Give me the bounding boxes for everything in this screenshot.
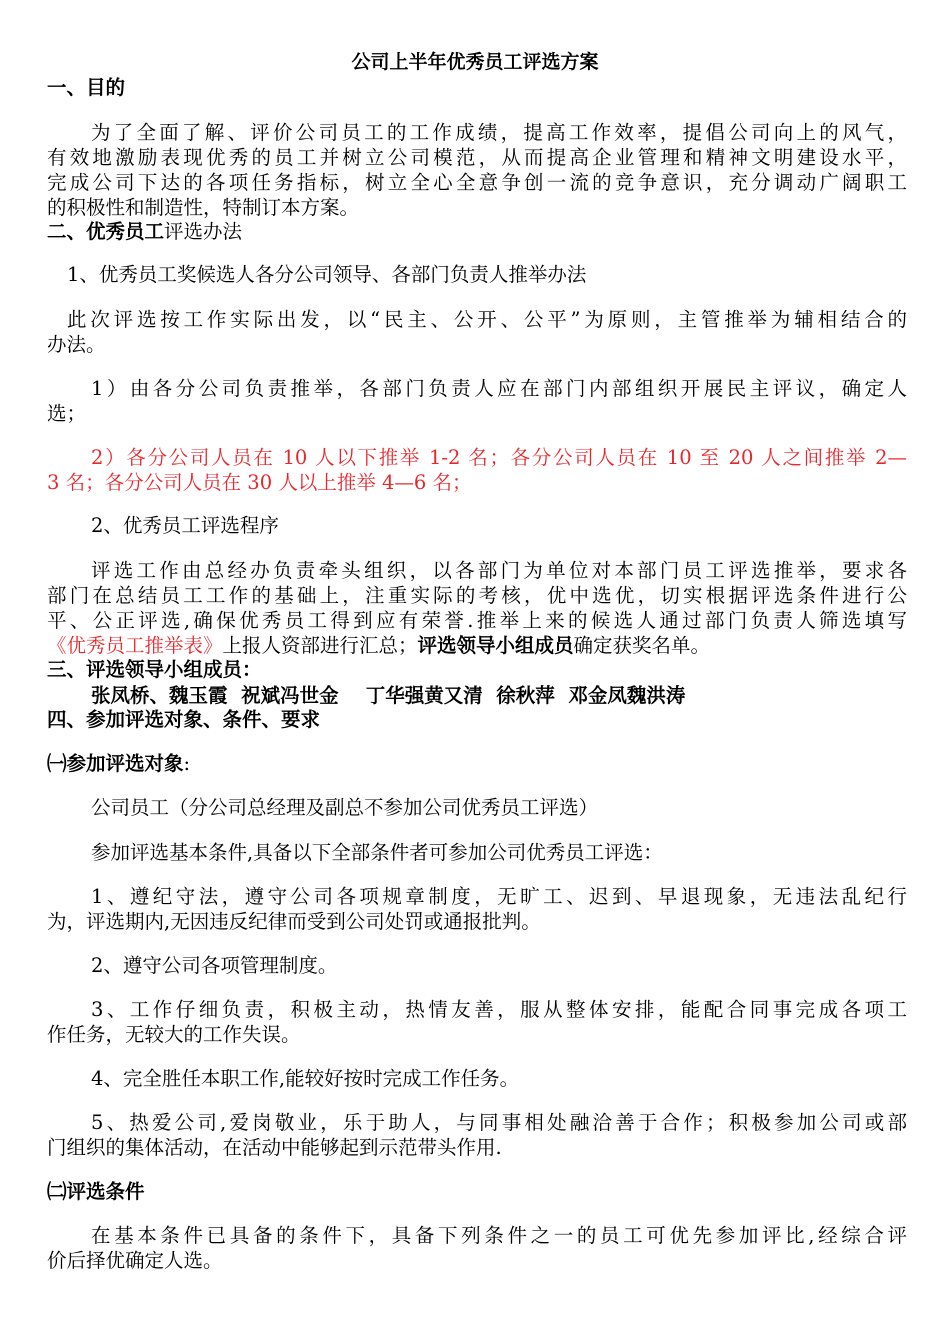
condition-4: 4、完全胜任本职工作,能较好按时完成工作任务。	[91, 1067, 520, 1090]
sub-item-1-line-1: 1）由各分公司负责推举，各部门负责人应在部门内部组织开展民主评议，确定人	[91, 377, 907, 400]
section-2-heading	[47, 220, 907, 244]
condition-5-line-2: 门组织的集体活动，在活动中能够起到示范带头作用.	[47, 1136, 502, 1159]
condition-3-line-2: 作任务，无较大的工作失误。	[47, 1023, 301, 1046]
section-4-heading: 四、参加评选对象、条件、要求	[47, 708, 321, 731]
selection-condition-line-1: 在基本条件已具备的条件下，具备下列条件之一的员工可优先参加评比,经综合评	[91, 1224, 907, 1247]
section-2-heading-bold: 二、优秀员工	[47, 220, 165, 243]
sub-item-2-line-2: 3 名；各分公司人员在 30 人以上推举 4—6 名；	[47, 471, 472, 494]
principle-line-1: 此次评选按工作实际出发，以“民主、公开、公平”为原则，主管推举为辅相结合的	[67, 308, 907, 331]
procedure-line-3: 平、公正评选,确保优秀员工得到应有荣誉.推举上来的候选人通过部门负责人筛选填写	[47, 609, 907, 632]
section-1-heading: 一、目的	[47, 76, 126, 99]
sub-item-2-line-1: 2）各分公司人员在 10 人以下推举 1-2 名；各分公司人员在 10 至 20 人之间推举 2—	[91, 446, 907, 469]
section-1-para-line-1: 为了全面了解、评价公司员工的工作成绩，提高工作效率，提倡公司向上的风气，	[91, 121, 907, 144]
basic-conditions-intro: 参加评选基本条件,具备以下全部条件者可参加公司优秀员工评选：	[91, 841, 663, 864]
recommendation-form-name: 《优秀员工推举表》	[47, 634, 223, 657]
procedure-line-2: 部门在总结员工工作的基础上，注重实际的考核，优中选优，切实根据评选条件进行公	[47, 584, 907, 607]
document-title: 公司上半年优秀员工评选方案	[351, 51, 599, 73]
section-1-para-line-4: 的积极性和制造性，特制订本方案。	[47, 196, 360, 219]
sub-section-1-heading	[47, 752, 907, 776]
sub-item-1-line-2: 选；	[47, 402, 87, 425]
sub-section-1-heading-bold: ㈠参加评选对象	[47, 752, 184, 775]
condition-1-line-2: 为，评选期内,无因违反纪律而受到公司处罚或通报批判。	[47, 910, 541, 933]
section-2-item-1: 1、优秀员工奖候选人各分公司领导、各部门负责人推举办法	[67, 263, 587, 286]
eligible-target: 公司员工（分公司总经理及副总不参加公司优秀员工评选）	[91, 796, 599, 819]
procedure-line-4-end: 确定获奖名单。	[573, 634, 711, 657]
condition-1-line-1: 1、遵纪守法，遵守公司各项规章制度，无旷工、迟到、早退现象，无违法乱纪行	[91, 885, 907, 908]
section-1-para-line-3: 完成公司下达的各项任务指标，树立全心全意争创一流的竞争意识，充分调动广阔职工	[47, 171, 907, 194]
condition-2: 2、遵守公司各项管理制度。	[91, 954, 338, 977]
section-1-para-line-2: 有效地激励表现优秀的员工并树立公司模范，从而提高企业管理和精神文明建设水平，	[47, 146, 907, 169]
selection-condition-line-2: 价后择优确定人选。	[47, 1249, 223, 1272]
condition-3-line-1: 3、工作仔细负责，积极主动，热情友善，服从整体安排，能配合同事完成各项工	[91, 998, 907, 1021]
procedure-line-1: 评选工作由总经办负责牵头组织，以各部门为单位对本部门员工评选推举，要求各	[91, 559, 907, 582]
procedure-line-4-bold: 评选领导小组成员	[417, 634, 574, 657]
procedure-line-4	[47, 634, 907, 658]
sub-section-1-heading-colon: :	[183, 752, 191, 775]
section-2-item-2: 2、优秀员工评选程序	[91, 514, 279, 537]
section-2-heading-rest: 评选办法	[164, 220, 243, 243]
procedure-line-4-mid: 上报人资部进行汇总；	[222, 634, 418, 657]
condition-5-line-1: 5、热爱公司,爱岗敬业，乐于助人，与同事相处融洽善于合作；积极参加公司或部	[91, 1111, 907, 1134]
principle-line-2: 办法。	[47, 333, 106, 356]
committee-members: 张凤桥、魏玉霞 祝斌冯世金 丁华强黄又清 徐秋萍 邓金凤魏洪涛	[91, 684, 686, 707]
section-3-heading: 三、评选领导小组成员：	[47, 658, 262, 681]
sub-section-2-heading: ㈡评选条件	[47, 1180, 145, 1203]
